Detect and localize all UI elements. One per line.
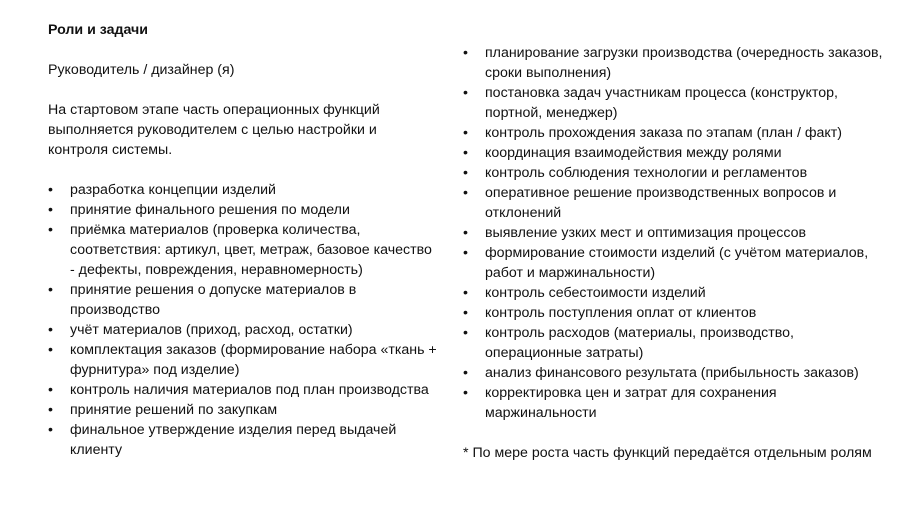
list-item: • анализ финансового результата (прибыльность заказов) [463, 363, 888, 383]
right-column [463, 43, 888, 463]
list-item: • выявление узких мест и оптимизация процессов [463, 223, 888, 243]
intro-paragraph: На стартовом этапе часть операционных функций выполняется руководителем с целью настройки и контроля системы. [48, 102, 380, 158]
list-item: • контроль поступления оплат от клиентов [463, 303, 888, 323]
list-item: • корректировка цен и затрат для сохранения маржинальности [463, 383, 888, 423]
list-item: • финальное утверждение изделия перед выдачей клиенту [48, 420, 438, 460]
left-column [48, 20, 438, 460]
list-item: • оперативное решение производственных вопросов и отклонений [463, 183, 888, 223]
footnote: * По мере роста часть функций передаётся отдельным ролям [463, 445, 872, 461]
list-item: • принятие решения о допуске материалов в производство [48, 280, 438, 320]
list-item: • принятие решений по закупкам [48, 400, 438, 420]
list-item: • координация взаимодействия между ролями [463, 143, 888, 163]
list-item: • учёт материалов (приход, расход, остатки) [48, 320, 438, 340]
list-item: • контроль соблюдения технологии и регламентов [463, 163, 888, 183]
right-task-list [463, 43, 888, 423]
left-task-list [48, 180, 438, 460]
list-item: • комплектация заказов (формирование набора «ткань + фурнитура» под изделие) [48, 340, 438, 380]
list-item: • планирование загрузки производства (очередность заказов, сроки выполнения) [463, 43, 888, 83]
list-item: • контроль прохождения заказа по этапам (план / факт) [463, 123, 888, 143]
list-item: • приёмка материалов (проверка количества, соответствия: артикул, цвет, метраж, базовое качество - дефекты, повреждения, неравномерность) [48, 220, 438, 280]
list-item: • контроль наличия материалов под план производства [48, 380, 438, 400]
list-item: • формирование стоимости изделий (с учётом материалов, работ и маржинальности) [463, 243, 888, 283]
page-title: Роли и задачи [48, 22, 149, 38]
role-line: Руководитель / дизайнер (я) [48, 62, 235, 78]
list-item: • контроль себестоимости изделий [463, 283, 888, 303]
list-item: • постановка задач участникам процесса (конструктор, портной, менеджер) [463, 83, 888, 123]
list-item: • контроль расходов (материалы, производство, операционные затраты) [463, 323, 888, 363]
list-item: • принятие финального решения по модели [48, 200, 438, 220]
list-item: • разработка концепции изделий [48, 180, 438, 200]
